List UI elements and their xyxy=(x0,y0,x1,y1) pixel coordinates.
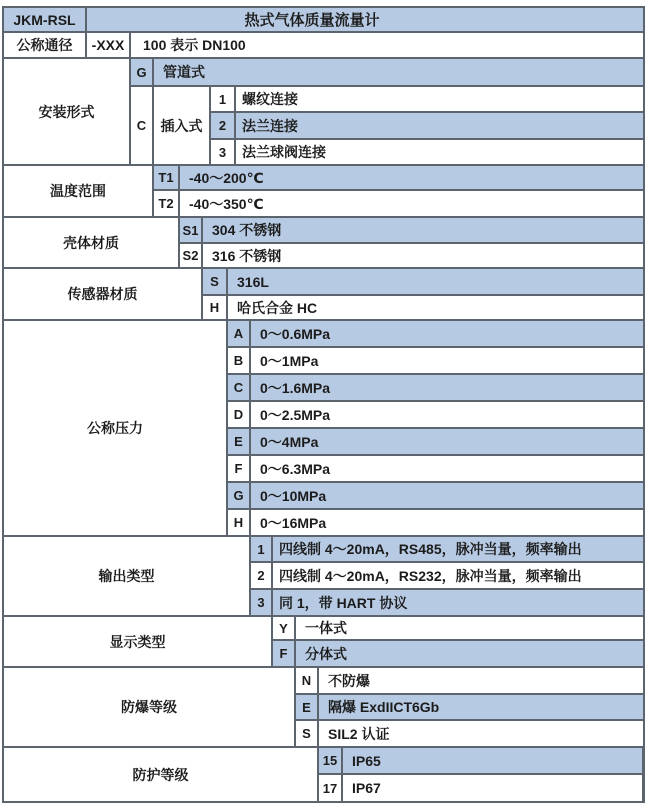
temperature-code-cell: T1 xyxy=(154,166,178,189)
temperature-code-cell: T2 xyxy=(154,191,178,216)
explosion-code-cell: E xyxy=(296,695,317,719)
protection-value-cell: IP65 xyxy=(343,748,642,773)
explosion-code-cell: N xyxy=(296,668,317,693)
install-section-label: 安装形式 xyxy=(4,59,129,164)
protection-section-label: 防护等级 xyxy=(4,748,317,801)
explosion-value-cell: SIL2 认证 xyxy=(319,721,643,746)
pressure-value-cell: 0～1MPa xyxy=(251,348,643,373)
temperature-value-cell: -40～350℃ xyxy=(180,191,643,216)
housing-section-label: 壳体材质 xyxy=(4,218,178,267)
display-value-cell: 一体式 xyxy=(296,617,643,639)
install-pipe-value-cell: 管道式 xyxy=(154,59,643,85)
explosion-code-cell: S xyxy=(296,721,317,746)
display-section-label: 显示类型 xyxy=(4,617,271,666)
install-option-value-cell: 螺纹连接 xyxy=(236,87,643,111)
install-option-value-cell: 法兰连接 xyxy=(236,113,643,138)
output-value-cell: 四线制 4～20mA，RS232，脉冲当量，频率输出 xyxy=(273,563,643,588)
sensor-value-cell: 哈氏合金 HC xyxy=(228,296,643,319)
pressure-code-cell: G xyxy=(228,483,249,508)
temperature-section-label: 温度范围 xyxy=(4,166,152,216)
explosion-value-cell: 隔爆 ExdIICT6Gb xyxy=(319,695,643,719)
output-code-cell: 3 xyxy=(251,590,271,615)
pressure-value-cell: 0～0.6MPa xyxy=(251,321,643,346)
diameter-code-cell: -XXX xyxy=(87,33,129,57)
output-section-label: 输出类型 xyxy=(4,537,249,615)
housing-value-cell: 304 不锈钢 xyxy=(203,218,643,242)
diameter-label-cell: 公称通径 xyxy=(4,33,85,57)
pressure-value-cell: 0～4MPa xyxy=(251,429,643,454)
output-value-cell: 四线制 4～20mA，RS485，脉冲当量，频率输出 xyxy=(273,537,643,561)
pressure-code-cell: F xyxy=(228,456,249,481)
pressure-value-cell: 0～6.3MPa xyxy=(251,456,643,481)
explosion-section-label: 防爆等级 xyxy=(4,668,294,746)
temperature-value-cell: -40～200℃ xyxy=(180,166,643,189)
output-code-cell: 2 xyxy=(251,563,271,588)
display-code-cell: Y xyxy=(273,617,294,639)
sensor-code-cell: H xyxy=(203,296,226,319)
sensor-code-cell: S xyxy=(203,269,226,294)
install-pipe-code-cell: G xyxy=(131,59,152,85)
housing-code-cell: S1 xyxy=(180,218,201,242)
install-option-value-cell: 法兰球阀连接 xyxy=(236,140,643,164)
pressure-code-cell: H xyxy=(228,510,249,535)
display-code-cell: F xyxy=(273,641,294,666)
pressure-code-cell: B xyxy=(228,348,249,373)
install-insert-code-cell: C xyxy=(131,87,152,164)
install-option-code-cell: 3 xyxy=(211,140,234,164)
pressure-value-cell: 0～10MPa xyxy=(251,483,643,508)
pressure-code-cell: A xyxy=(228,321,249,346)
install-insert-label-cell: 插入式 xyxy=(154,87,209,164)
pressure-value-cell: 0～16MPa xyxy=(251,510,643,535)
display-value-cell: 分体式 xyxy=(296,641,643,666)
install-option-code-cell: 2 xyxy=(211,113,234,138)
output-value-cell: 同 1，带 HART 协议 xyxy=(273,590,643,615)
pressure-code-cell: C xyxy=(228,375,249,400)
protection-code-cell: 17 xyxy=(319,775,341,801)
product-title-cell: 热式气体质量流量计 xyxy=(87,8,643,31)
protection-code-cell: 15 xyxy=(319,748,341,773)
sensor-section-label: 传感器材质 xyxy=(4,269,201,319)
pressure-code-cell: E xyxy=(228,429,249,454)
pressure-section-label: 公称压力 xyxy=(4,321,226,535)
explosion-value-cell: 不防爆 xyxy=(319,668,643,693)
protection-value-cell: IP67 xyxy=(343,775,642,801)
diameter-desc-cell: 100 表示 DN100 xyxy=(131,33,643,57)
housing-code-cell: S2 xyxy=(180,244,201,267)
pressure-code-cell: D xyxy=(228,402,249,427)
housing-value-cell: 316 不锈钢 xyxy=(203,244,643,267)
output-code-cell: 1 xyxy=(251,537,271,561)
install-option-code-cell: 1 xyxy=(211,87,234,111)
pressure-value-cell: 0～2.5MPa xyxy=(251,402,643,427)
pressure-value-cell: 0～1.6MPa xyxy=(251,375,643,400)
model-code-cell: JKM-RSL xyxy=(4,8,85,31)
sensor-value-cell: 316L xyxy=(228,269,643,294)
